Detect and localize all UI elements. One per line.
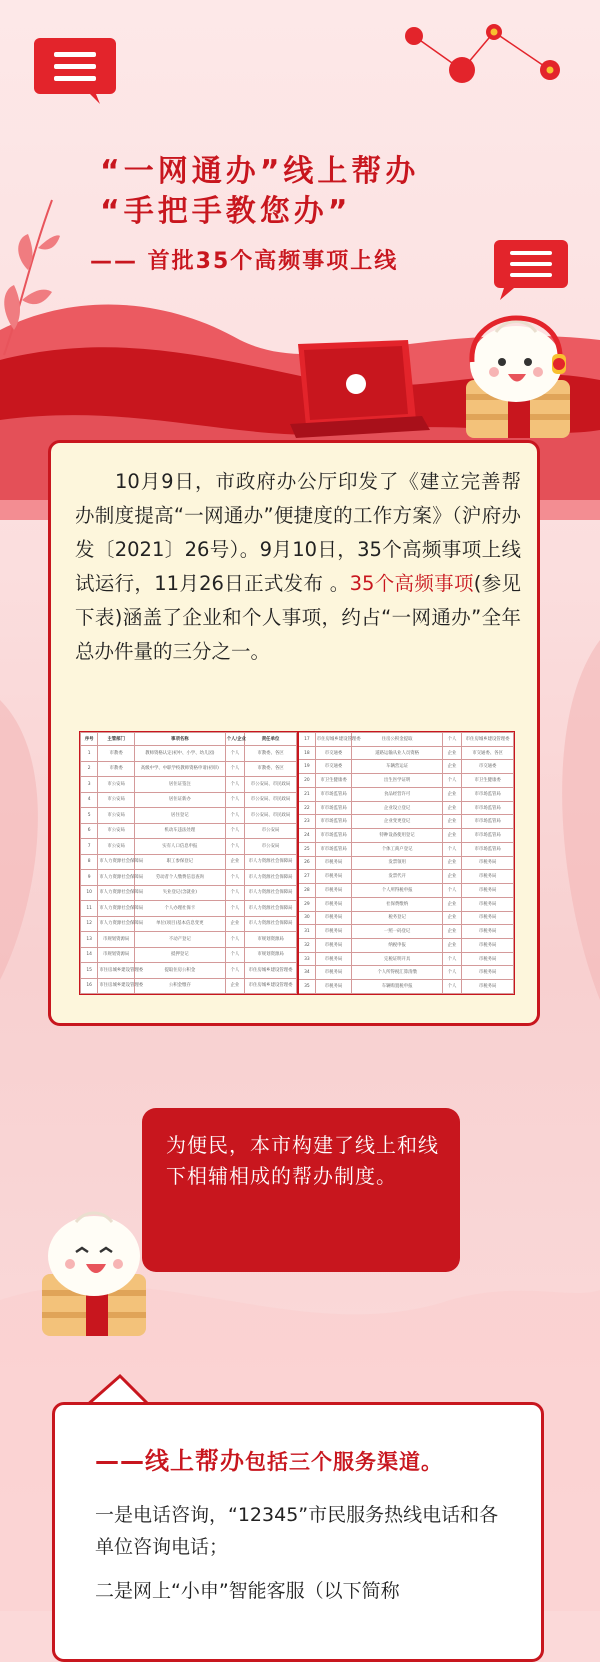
table-cell: 个人 [442, 884, 461, 898]
table-cell: 个人 [442, 980, 461, 994]
table-cell: 市市场监管局 [462, 787, 514, 801]
table-cell: 13 [81, 932, 98, 948]
intro-text-part2: (参见下表)涵盖了企业和个人事项，约占“一网通办”全年总办件量的三分之一。 [75, 572, 522, 663]
table-row [298, 911, 514, 925]
table-header-cell: 事项名称 [134, 733, 225, 746]
table-cell: 企业 [442, 829, 461, 843]
table-row [298, 787, 514, 801]
table-header-cell: 个人/企业 [225, 733, 244, 746]
table-row [81, 947, 297, 963]
table-row [81, 932, 297, 948]
table-row [298, 870, 514, 884]
table-row [298, 952, 514, 966]
table-cell: 27 [298, 870, 315, 884]
table-cell: 21 [298, 787, 315, 801]
table-header-row [81, 733, 297, 746]
table-row [298, 939, 514, 953]
table-cell: 10 [81, 885, 98, 901]
table-cell: 市住房城乡建设管理委 [98, 963, 135, 979]
table-cell: 纳税申报 [352, 939, 443, 953]
table-cell: 市税务局 [462, 884, 514, 898]
table-cell: 个人 [442, 966, 461, 980]
table-cell: 市交通委 [315, 760, 352, 774]
table-cell: 食品经营许可 [352, 787, 443, 801]
table-cell: 29 [298, 897, 315, 911]
table-cell: 市税务局 [315, 884, 352, 898]
table-row [81, 870, 297, 886]
page-subtitle: —— 首批35个高频事项上线 [90, 249, 399, 274]
matters-table [79, 731, 515, 995]
table-cell: 7 [81, 839, 98, 855]
table-cell: 企业变更登记 [352, 815, 443, 829]
info-bubble [142, 1108, 460, 1272]
table-row [81, 854, 297, 870]
table-cell: 市人力资源社会保障局 [245, 854, 297, 870]
table-row [81, 978, 297, 994]
table-cell: 个体工商户登记 [352, 842, 443, 856]
online-help-card [52, 1402, 544, 1662]
table-cell: 市人力资源社会保障局 [245, 916, 297, 932]
table-cell: 一照一码登记 [352, 925, 443, 939]
table-cell: 个人 [225, 761, 244, 777]
matters-table-right [297, 732, 514, 994]
table-row [81, 761, 297, 777]
table-row [81, 963, 297, 979]
table-cell: 市税务局 [462, 925, 514, 939]
table-cell: 市人力资源社会保障局 [98, 854, 135, 870]
table-cell: 市教委、各区 [245, 746, 297, 762]
table-cell: 市税务局 [462, 952, 514, 966]
table-cell: 个人 [225, 792, 244, 808]
table-cell: 市税务局 [315, 966, 352, 980]
page-title-line2: “手把手教您办” [100, 194, 352, 229]
channel-item-1: 一是电话咨询，“12345”市民服务热线电话和各单位咨询电话； [95, 1504, 499, 1558]
table-cell: 22 [298, 801, 315, 815]
table-cell: 市税务局 [315, 856, 352, 870]
table-row [81, 839, 297, 855]
table-cell: 企业设立登记 [352, 801, 443, 815]
table-cell: 35 [298, 980, 315, 994]
table-cell: 31 [298, 925, 315, 939]
table-cell: 18 [298, 746, 315, 760]
table-cell: 实有人口信息申报 [134, 839, 225, 855]
table-cell: 个人 [225, 901, 244, 917]
table-cell: 市公安局、市民政局 [245, 792, 297, 808]
table-cell: 26 [298, 856, 315, 870]
table-cell: 市教委 [98, 761, 135, 777]
table-cell: 完税证明开具 [352, 952, 443, 966]
table-cell: 24 [298, 829, 315, 843]
table-cell: 市公安局 [245, 839, 297, 855]
menu-icon [494, 240, 568, 296]
table-cell: 市人力资源社会保障局 [245, 901, 297, 917]
table-cell: 市税务局 [315, 952, 352, 966]
table-cell: 市住房城乡建设管理委 [98, 978, 135, 994]
table-cell: 居住登记 [134, 808, 225, 824]
table-cell: 个人 [442, 952, 461, 966]
table-cell: 市人力资源社会保障局 [98, 870, 135, 886]
table-cell: 个人 [225, 808, 244, 824]
channel-item-2: 二是网上“小申”智能客服（以下简称 [95, 1580, 400, 1602]
table-cell: 公积金缴存 [134, 978, 225, 994]
table-cell: 16 [81, 978, 98, 994]
table-cell: 企业 [442, 815, 461, 829]
table-cell: 居住证签注 [134, 777, 225, 793]
table-cell: 17 [298, 733, 315, 747]
table-cell: 19 [298, 760, 315, 774]
table-cell: 市税务局 [462, 897, 514, 911]
table-cell: 车辆营运证 [352, 760, 443, 774]
table-cell: 住房公积金提取 [352, 733, 443, 747]
table-row [298, 815, 514, 829]
table-cell: 机动车违法处理 [134, 823, 225, 839]
table-row [81, 792, 297, 808]
menu-icon [34, 38, 116, 94]
mascot-icon [38, 1202, 150, 1342]
table-cell: 33 [298, 952, 315, 966]
table-cell: 市公安局 [98, 808, 135, 824]
table-cell: 市市场监管局 [315, 787, 352, 801]
table-cell: 企业 [442, 746, 461, 760]
table-cell: 教师资格认定(初中、小学、幼儿园) [134, 746, 225, 762]
table-row [298, 829, 514, 843]
table-cell: 市税务局 [315, 911, 352, 925]
table-row [81, 916, 297, 932]
intro-card [48, 440, 540, 1026]
table-cell: 居住证新办 [134, 792, 225, 808]
table-cell: 企业 [442, 897, 461, 911]
table-cell: 20 [298, 774, 315, 788]
table-cell: 市税务局 [462, 870, 514, 884]
table-cell: 市人力资源社会保障局 [98, 916, 135, 932]
table-row [298, 801, 514, 815]
table-cell: 出生医学证明 [352, 774, 443, 788]
table-cell: 6 [81, 823, 98, 839]
table-cell: 30 [298, 911, 315, 925]
network-dots-icon [400, 20, 580, 90]
table-cell: 提取住房公积金 [134, 963, 225, 979]
table-row [298, 733, 514, 747]
table-row [81, 777, 297, 793]
intro-highlight: 35个高频事项 [349, 572, 474, 595]
table-cell: 市人力资源社会保障局 [98, 885, 135, 901]
table-cell: 市人力资源社会保障局 [98, 901, 135, 917]
table-cell: 市公安局、市民政局 [245, 808, 297, 824]
table-cell: 个人 [442, 774, 461, 788]
table-cell: 市市场监管局 [315, 842, 352, 856]
table-cell: 道路运输从业人员资格 [352, 746, 443, 760]
table-cell: 市人力资源社会保障局 [245, 870, 297, 886]
table-cell: 4 [81, 792, 98, 808]
table-row [298, 746, 514, 760]
table-cell: 市税务局 [315, 980, 352, 994]
table-row [298, 856, 514, 870]
online-help-heading [95, 1441, 443, 1476]
table-cell: 14 [81, 947, 98, 963]
table-cell: 企业 [225, 916, 244, 932]
laptop-icon [290, 340, 430, 440]
table-cell: 市公安局 [98, 792, 135, 808]
table-cell: 市规划资源局 [245, 932, 297, 948]
intro-text-part1: 10月9日，市政府办公厅印发了《建立完善帮办制度提高“一网通办”便捷度的工作方案》（沪府办发〔2021〕26号）。9月10日，35个高频事项上线试运行，11月26日正式发布 。 [75, 470, 521, 595]
table-cell: 市规划资源局 [98, 947, 135, 963]
table-header-cell: 主管部门 [98, 733, 135, 746]
table-cell: 市公安局、市民政局 [245, 777, 297, 793]
table-cell: 个人 [225, 823, 244, 839]
table-row [81, 823, 297, 839]
table-row [81, 901, 297, 917]
table-cell: 个人 [225, 870, 244, 886]
table-cell: 高级中学、中职学校教师资格申请(初审) [134, 761, 225, 777]
table-cell: 市市场监管局 [462, 829, 514, 843]
table-cell: 市公安局 [245, 823, 297, 839]
table-cell: 企业 [442, 856, 461, 870]
table-cell: 市税务局 [462, 966, 514, 980]
table-row [298, 884, 514, 898]
table-cell: 3 [81, 777, 98, 793]
table-cell: 市公安局 [98, 823, 135, 839]
table-cell: 企业 [442, 870, 461, 884]
table-cell: 市公安局 [98, 839, 135, 855]
table-cell: 市税务局 [462, 856, 514, 870]
table-cell: 市住房城乡建设管理委 [315, 733, 352, 747]
table-cell: 市税务局 [462, 980, 514, 994]
table-cell: 企业 [442, 787, 461, 801]
table-cell: 企业 [442, 760, 461, 774]
table-row [298, 925, 514, 939]
table-cell: 市卫生健康委 [462, 774, 514, 788]
table-cell: 个人 [225, 932, 244, 948]
table-cell: 个人 [225, 963, 244, 979]
table-cell: 市交通委、各区 [462, 746, 514, 760]
table-cell: 个人所得税汇算清缴 [352, 966, 443, 980]
table-cell: 劳动者个人缴费信息查询 [134, 870, 225, 886]
table-cell: 市税务局 [315, 939, 352, 953]
table-cell: 市市场监管局 [315, 815, 352, 829]
table-cell: 个人 [225, 777, 244, 793]
table-cell: 社保费缴纳 [352, 897, 443, 911]
table-cell: 34 [298, 966, 315, 980]
table-cell: 企业 [225, 978, 244, 994]
table-cell: 抵押登记 [134, 947, 225, 963]
table-cell: 税务登记 [352, 911, 443, 925]
table-cell: 市交通委 [462, 760, 514, 774]
table-row [298, 966, 514, 980]
table-header-cell: 责任单位 [245, 733, 297, 746]
table-cell: 市住房城乡建设管理委 [245, 978, 297, 994]
online-help-heading-prefix: ——线上帮办 [95, 1447, 245, 1475]
table-cell: 9 [81, 870, 98, 886]
table-cell: 23 [298, 815, 315, 829]
table-row [81, 808, 297, 824]
table-cell: 企业 [442, 911, 461, 925]
table-cell: 市规划资源局 [98, 932, 135, 948]
table-cell: 个人所得税申报 [352, 884, 443, 898]
leaf-icon [0, 190, 60, 360]
table-cell: 职工参保登记 [134, 854, 225, 870]
table-cell: 11 [81, 901, 98, 917]
table-cell: 个人 [225, 746, 244, 762]
table-cell: 车辆购置税申报 [352, 980, 443, 994]
table-cell: 企业 [442, 801, 461, 815]
table-cell: 发票领用 [352, 856, 443, 870]
table-cell: 市规划资源局 [245, 947, 297, 963]
table-row [298, 842, 514, 856]
table-cell: 市市场监管局 [315, 829, 352, 843]
table-row [298, 774, 514, 788]
table-cell: 市市场监管局 [462, 815, 514, 829]
table-cell: 市税务局 [315, 897, 352, 911]
page-title-line1: “一网通办”线上帮办 [100, 154, 420, 189]
table-cell: 2 [81, 761, 98, 777]
table-cell: 1 [81, 746, 98, 762]
table-cell: 单位(项目)基本信息变更 [134, 916, 225, 932]
table-cell: 5 [81, 808, 98, 824]
intro-paragraph [75, 465, 521, 669]
table-cell: 个人 [225, 839, 244, 855]
online-help-heading-suffix: 包括三个服务渠道。 [245, 1450, 443, 1474]
table-cell: 市住房城乡建设管理委 [245, 963, 297, 979]
table-cell: 发票代开 [352, 870, 443, 884]
table-row [298, 980, 514, 994]
table-cell: 市税务局 [462, 911, 514, 925]
table-cell: 8 [81, 854, 98, 870]
table-cell: 不动产登记 [134, 932, 225, 948]
table-cell: 市卫生健康委 [315, 774, 352, 788]
table-cell: 市交通委 [315, 746, 352, 760]
table-cell: 企业 [442, 939, 461, 953]
table-cell: 市市场监管局 [462, 801, 514, 815]
table-row [298, 760, 514, 774]
table-cell: 个人 [225, 947, 244, 963]
table-cell: 25 [298, 842, 315, 856]
matters-table-left [80, 732, 297, 994]
table-cell: 市税务局 [462, 939, 514, 953]
table-row [298, 897, 514, 911]
table-cell: 28 [298, 884, 315, 898]
mascot-icon [456, 302, 576, 442]
table-cell: 15 [81, 963, 98, 979]
table-cell: 企业 [442, 925, 461, 939]
table-header-cell: 序号 [81, 733, 98, 746]
table-cell: 市教委 [98, 746, 135, 762]
table-cell: 企业 [225, 854, 244, 870]
table-cell: 32 [298, 939, 315, 953]
table-row [81, 746, 297, 762]
table-cell: 失业登记(含就业) [134, 885, 225, 901]
table-cell: 市税务局 [315, 925, 352, 939]
table-cell: 市税务局 [315, 870, 352, 884]
table-cell: 个人 [442, 733, 461, 747]
table-cell: 市住房城乡建设管理委 [462, 733, 514, 747]
bubble-text: 为便民，本市构建了线上和线下相辅相成的帮办制度。 [166, 1133, 439, 1188]
table-cell: 个人 [442, 842, 461, 856]
table-cell: 市市场监管局 [462, 842, 514, 856]
table-cell: 12 [81, 916, 98, 932]
table-row [81, 885, 297, 901]
table-cell: 市市场监管局 [315, 801, 352, 815]
table-cell: 个人 [225, 885, 244, 901]
table-cell: 个人办理社保卡 [134, 901, 225, 917]
table-cell: 特种设备使用登记 [352, 829, 443, 843]
table-cell: 市教委、各区 [245, 761, 297, 777]
table-cell: 市人力资源社会保障局 [245, 885, 297, 901]
table-cell: 市公安局 [98, 777, 135, 793]
